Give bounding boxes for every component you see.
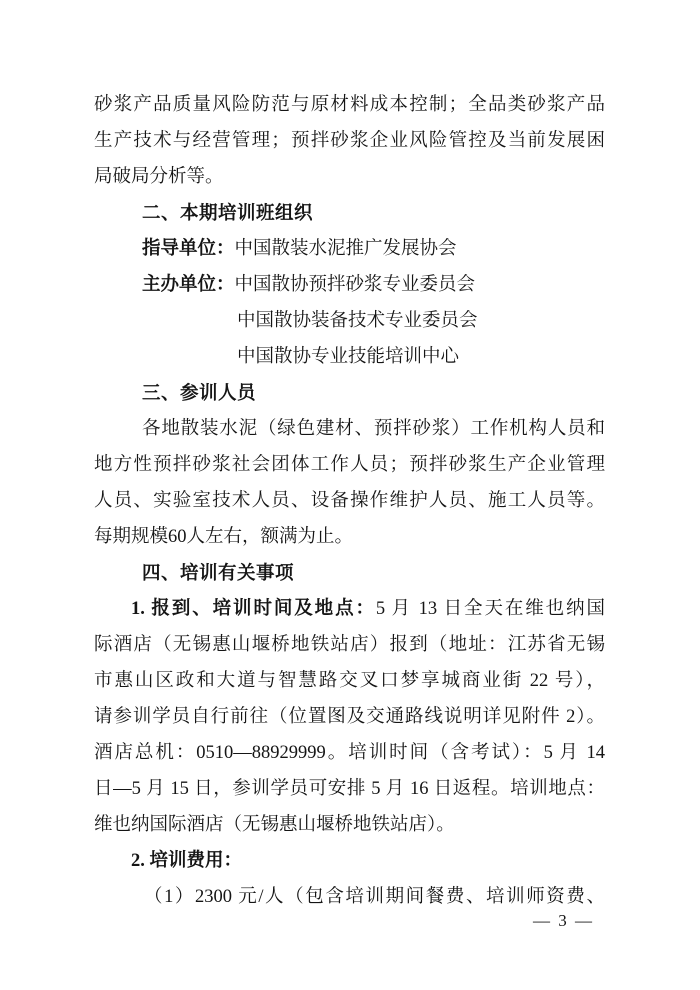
item1-registration-line6 (94, 771, 605, 807)
item1-registration-line1 (94, 591, 605, 627)
document-body (94, 87, 605, 915)
item1-registration-line5-seg-body: 酒店总机：0510—88929999。培训时间（含考试）：5 月 14 (94, 743, 605, 763)
org-host-unit-1-seg-label: 主办单位： (142, 275, 235, 295)
item1-registration-line1-seg-label: 1. 报到、培训时间及地点： (131, 599, 376, 619)
para-participants-line1-seg-body: 各地散装水泥（绿色建材、预拌砂浆）工作机构人员和 (142, 419, 605, 439)
org-guidance-unit-seg-label: 指导单位： (142, 239, 235, 259)
heading-section-2 (94, 195, 605, 231)
para-overview-line2-seg-body: 生产技术与经营管理；预拌砂浆企业风险管控及当前发展困 (94, 131, 605, 151)
heading-section-4 (94, 555, 605, 591)
item1-registration-line7 (94, 807, 605, 843)
org-host-unit-2 (94, 303, 605, 339)
para-overview-line2 (94, 123, 605, 159)
org-host-unit-2-seg-body: 中国散协装备技术专业委员会 (237, 311, 478, 331)
item1-registration-line2-seg-body: 际酒店（无锡惠山堰桥地铁站店）报到（地址：江苏省无锡 (94, 635, 605, 655)
item1-registration-line3-seg-body: 市惠山区政和大道与智慧路交叉口梦享城商业街 22 号）， (94, 671, 605, 691)
para-participants-line2-seg-body: 地方性预拌砂浆社会团体工作人员；预拌砂浆生产企业管理 (94, 455, 605, 475)
item1-registration-line1-seg-body: 5 月 13 日全天在维也纳国 (375, 599, 605, 619)
org-host-unit-1 (94, 267, 605, 303)
para-overview-line3-seg-body: 局破局分析等。 (94, 167, 224, 187)
page-number: — 3 — (533, 911, 594, 930)
heading-section-3-seg-heading: 三、参训人员 (142, 382, 257, 403)
item1-registration-line2 (94, 627, 605, 663)
para-participants-line3-seg-body: 人员、实验室技术人员、设备操作维护人员、施工人员等。 (94, 491, 605, 511)
item2-fee-line1 (94, 879, 605, 915)
org-guidance-unit-seg-body: 中国散装水泥推广发展协会 (234, 239, 457, 259)
para-participants-line4 (94, 519, 605, 555)
item1-registration-line4-seg-body: 请参训学员自行前往（位置图及交通路线说明详见附件 2）。 (94, 707, 605, 727)
para-participants-line2 (94, 447, 605, 483)
item2-fee-heading-seg-label: 2. 培训费用： (131, 851, 243, 871)
para-overview-line1-seg-body: 砂浆产品质量风险防范与原材料成本控制；全品类砂浆产品 (94, 95, 605, 115)
item1-registration-line4 (94, 699, 605, 735)
item1-registration-line5 (94, 735, 605, 771)
org-host-unit-3-seg-body: 中国散协专业技能培训中心 (237, 347, 460, 367)
para-overview-line1 (94, 87, 605, 123)
para-participants-line4-seg-body: 每期规模60人左右，额满为止。 (94, 527, 354, 547)
org-guidance-unit (94, 231, 605, 267)
item2-fee-line1-seg-body: （1）2300 元/人（包含培训期间餐费、培训师资费、 (144, 887, 605, 907)
item1-registration-line6-seg-body: 日—5 月 15 日，参训学员可安排 5 月 16 日返程。培训地点： (94, 779, 605, 799)
para-participants-line3 (94, 483, 605, 519)
item1-registration-line3 (94, 663, 605, 699)
heading-section-3 (94, 375, 605, 411)
para-overview-line3 (94, 159, 605, 195)
para-participants-line1 (94, 411, 605, 447)
org-host-unit-3 (94, 339, 605, 375)
heading-section-2-seg-heading: 二、本期培训班组织 (142, 202, 314, 223)
heading-section-4-seg-heading: 四、培训有关事项 (142, 562, 295, 583)
item2-fee-heading (94, 843, 605, 879)
item1-registration-line7-seg-body: 维也纳国际酒店（无锡惠山堰桥地铁站店）。 (94, 815, 455, 835)
org-host-unit-1-seg-body: 中国散协预拌砂浆专业委员会 (234, 275, 476, 295)
